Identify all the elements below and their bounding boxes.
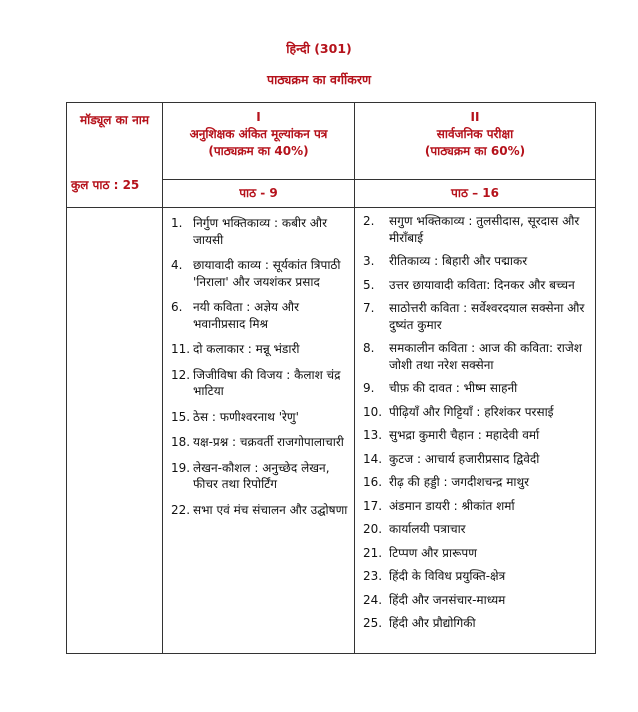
empty-cell <box>67 208 163 654</box>
lesson-item <box>363 300 589 333</box>
lesson-title: कार्यालयी पत्राचार <box>389 522 466 536</box>
col2-lessons: पाठ – 16 <box>355 180 596 208</box>
lesson-title: अंडमान डायरी : श्रीकांत शर्मा <box>389 498 515 513</box>
lesson-item <box>363 277 589 294</box>
module-label: मॉड्यूल का नाम <box>79 113 150 127</box>
module-cell <box>67 103 163 208</box>
lesson-title: नयी कविता : अज्ञेय और भवानीप्रसाद मिश्र <box>193 300 299 331</box>
lesson-item <box>363 474 589 491</box>
lesson-title: कुटज : आचार्य हजारीप्रसाद द्विवेदी <box>389 451 540 466</box>
lesson-title: सभा एवं मंच संचालन और उद्घोषणा <box>193 502 348 517</box>
lesson-number: 3. <box>363 254 375 268</box>
lesson-number: 10. <box>363 404 383 419</box>
col2-numeral: II <box>470 110 480 124</box>
col2-name: सार्वजनिक परीक्षा <box>436 127 514 141</box>
lesson-number: 8. <box>363 341 375 355</box>
lesson-number: 24. <box>363 592 383 607</box>
lesson-number: 9. <box>363 381 375 395</box>
lesson-number: 21. <box>363 545 383 560</box>
lesson-item <box>363 404 589 421</box>
lesson-item <box>171 299 348 332</box>
lesson-number: 14. <box>363 451 383 466</box>
lesson-item <box>363 380 589 397</box>
lesson-title: दो कलाकार : मन्नू भंडारी <box>193 342 300 356</box>
lesson-item <box>363 253 589 270</box>
document-title: हिन्दी (301) <box>286 41 352 56</box>
lesson-number: 16. <box>363 475 383 489</box>
lesson-number: 25. <box>363 616 383 630</box>
col1-lesson-list <box>171 215 348 518</box>
col1-numeral: I <box>256 110 261 124</box>
lesson-title: रीतिकाव्य : बिहारी और पद्माकर <box>389 254 528 268</box>
lesson-title: रीढ़ की हड्डी : जगदीशचन्द्र माथुर <box>389 475 530 489</box>
syllabus-table <box>66 102 596 654</box>
col1-share: (पाठ्यक्रम का 40%) <box>208 144 309 158</box>
lesson-item <box>363 451 589 468</box>
lesson-number: 1. <box>171 216 183 230</box>
lesson-number: 19. <box>171 460 191 475</box>
lesson-title: सगुण भक्तिकाव्य : तुलसीदास, सूरदास और मीराँबाई <box>389 214 580 245</box>
lesson-item <box>171 502 348 519</box>
lesson-item <box>171 341 348 358</box>
lesson-title: हिंदी और प्रौद्योगिकी <box>389 616 476 630</box>
lesson-number: 5. <box>363 277 375 292</box>
lesson-title: जिजीविषा की विजय : कैलाश चंद्र भाटिया <box>193 367 341 398</box>
lesson-title: चीफ़ की दावत : भीष्म साहनी <box>389 381 518 395</box>
col2-share: (पाठ्यक्रम का 60%) <box>424 144 526 158</box>
lesson-item <box>363 427 589 444</box>
lesson-title: उत्तर छायावादी कविता: दिनकर और बच्चन <box>389 277 575 292</box>
lesson-title: हिंदी और जनसंचार-माध्यम <box>389 592 506 607</box>
lesson-title: लेखन-कौशल : अनुच्छेद लेखन, फीचर तथा रिपोर्टिंग <box>193 460 330 491</box>
lesson-number: 11. <box>171 342 191 356</box>
lesson-item <box>363 340 589 373</box>
col1-name: अनुशिक्षक अंकित मूल्यांकन पत्र <box>189 127 328 141</box>
lesson-number: 4. <box>171 258 183 272</box>
lesson-item <box>363 213 589 246</box>
lesson-number: 22. <box>171 502 191 517</box>
lesson-item <box>363 498 589 515</box>
total-lessons-label: कुल पाठ : 25 <box>71 178 140 192</box>
lesson-number: 2. <box>363 214 375 228</box>
lesson-number: 18. <box>171 435 191 449</box>
lesson-number: 7. <box>363 301 375 315</box>
lesson-number: 17. <box>363 498 383 513</box>
lesson-title: ठेस : फणीश्वरनाथ 'रेणु' <box>193 409 299 424</box>
lesson-title: यक्ष-प्रश्न : चक्रवर्ती राजगोपालाचारी <box>193 435 344 449</box>
lesson-item <box>363 521 589 538</box>
lesson-item <box>363 615 589 632</box>
lesson-title: साठोत्तरी कविता : सर्वेश्वरदयाल सक्सेना और दुष्यंत कुमार <box>389 301 585 332</box>
lesson-number: 13. <box>363 428 383 442</box>
items-row <box>67 208 596 654</box>
lesson-title: समकालीन कविता : आज की कविता: राजेश जोशी तथा नरेश सक्सेना <box>389 341 582 372</box>
lesson-number: 23. <box>363 569 383 583</box>
lesson-title: टिप्पण और प्रारूपण <box>389 545 477 560</box>
col1-lessons: पाठ - 9 <box>163 180 355 208</box>
col1-items-cell <box>163 208 355 654</box>
col1-header <box>163 103 355 180</box>
lesson-number: 12. <box>171 367 191 382</box>
lesson-title: पीढ़ियाँ और गिट्टियाँ : हरिशंकर परसाई <box>389 404 554 419</box>
header-row <box>67 103 596 180</box>
lesson-title: सुभद्रा कुमारी चैहान : महादेवी वर्मा <box>389 428 540 442</box>
lesson-item <box>171 367 348 400</box>
lesson-number: 6. <box>171 300 183 314</box>
lesson-item <box>363 592 589 609</box>
lesson-item <box>171 434 348 451</box>
lesson-title: हिंदी के विविध प्रयुक्ति-क्षेत्र <box>389 569 506 583</box>
lesson-title: छायावादी काव्य : सूर्यकांत त्रिपाठी 'निराला' और जयशंकर प्रसाद <box>193 258 341 289</box>
lesson-item <box>171 215 348 248</box>
lesson-item <box>363 545 589 562</box>
lesson-item <box>363 568 589 585</box>
lesson-item <box>171 409 348 426</box>
col2-lesson-list <box>363 213 589 632</box>
lesson-number: 20. <box>363 522 383 536</box>
lesson-title: निर्गुण भक्तिकाव्य : कबीर और जायसी <box>193 216 327 247</box>
lesson-item <box>171 460 348 493</box>
lesson-number: 15. <box>171 409 191 424</box>
lesson-item <box>171 257 348 290</box>
document-subtitle: पाठ्यक्रम का वर्गीकरण <box>266 72 372 87</box>
col2-header <box>355 103 596 180</box>
col2-items-cell <box>355 208 596 654</box>
